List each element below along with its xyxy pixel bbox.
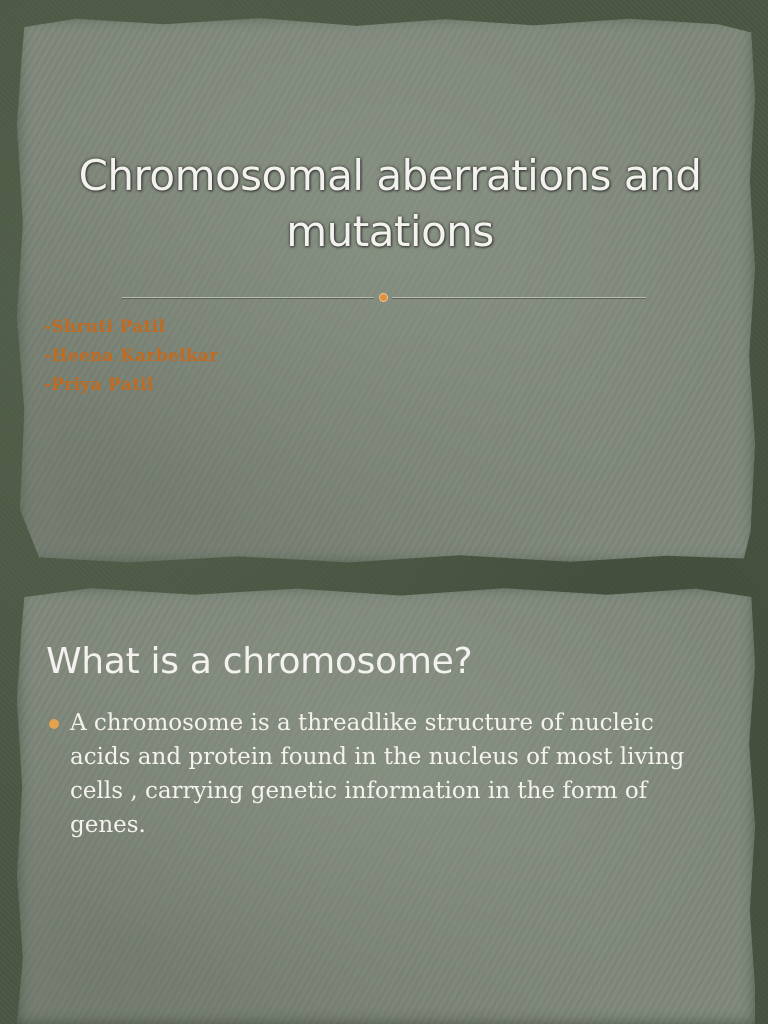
- author-item: -Priya Patil: [44, 375, 154, 395]
- bullet-item: [48, 706, 708, 842]
- slide-heading: What is a chromosome?: [46, 641, 473, 682]
- slide-title: Chromosomal aberrations and mutations: [78, 151, 702, 256]
- title-slide: [17, 16, 755, 564]
- divider-dot-icon: [379, 293, 388, 302]
- title-divider: [122, 296, 646, 300]
- bullet-list: [48, 706, 708, 842]
- divider-line-right: [392, 297, 646, 298]
- bullet-dot-icon: [49, 719, 59, 729]
- author-item: -Heena Karbelkar: [44, 346, 219, 366]
- author-item: -Shruti Patil: [44, 317, 166, 337]
- author-list: [44, 313, 219, 400]
- divider-line-left: [122, 297, 374, 298]
- bullet-text: A chromosome is a threadlike structure of nucleic acids and protein found in the nucleus of most living cells , carrying genetic information in the form of genes.: [70, 710, 685, 838]
